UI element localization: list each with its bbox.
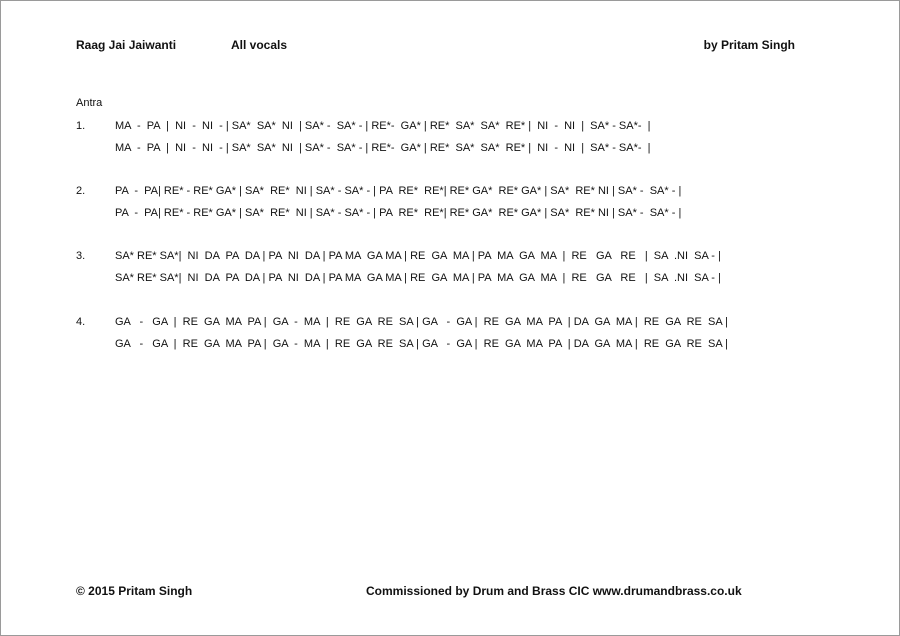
- notation-line: MA - PA | NI - NI - | SA* SA* NI | SA* - SA* - | RE*- GA* | RE* SA* SA* RE* | NI - NI | SA* - SA*- |: [115, 120, 651, 132]
- notation-line: PA - PA| RE* - RE* GA* | SA* RE* NI | SA* - SA* - | PA RE* RE*| RE* GA* RE* GA* | SA* RE* NI | SA* - SA* - |: [115, 185, 682, 197]
- verse-number: 1.: [76, 120, 86, 132]
- footer-commission: Commissioned by Drum and Brass CIC www.drumandbrass.co.uk: [366, 584, 742, 598]
- notation-line: SA* RE* SA*| NI DA PA DA | PA NI DA | PA MA GA MA | RE GA MA | PA MA GA MA | RE GA RE | SA .NI SA - |: [115, 250, 721, 262]
- notation-line: SA* RE* SA*| NI DA PA DA | PA NI DA | PA MA GA MA | RE GA MA | PA MA GA MA | RE GA RE | SA .NI SA - |: [115, 272, 721, 284]
- document-title: Raag Jai Jaiwanti: [76, 38, 177, 52]
- document-subtitle: All vocals: [231, 38, 288, 52]
- notation-line: MA - PA | NI - NI - | SA* SA* NI | SA* - SA* - | RE*- GA* | RE* SA* SA* RE* | NI - NI | SA* - SA*- |: [115, 142, 651, 154]
- document-author: by Pritam Singh: [703, 38, 795, 52]
- verse-number: 3.: [76, 250, 86, 262]
- verse-number: 4.: [76, 316, 86, 328]
- notation-line: GA - GA | RE GA MA PA | GA - MA | RE GA RE SA | GA - GA | RE GA MA PA | DA GA MA | RE GA RE SA |: [115, 338, 728, 350]
- notation-line: GA - GA | RE GA MA PA | GA - MA | RE GA RE SA | GA - GA | RE GA MA PA | DA GA MA | RE GA RE SA |: [115, 316, 728, 328]
- verse-number: 2.: [76, 185, 86, 197]
- section-label: Antra: [76, 97, 103, 109]
- notation-line: PA - PA| RE* - RE* GA* | SA* RE* NI | SA* - SA* - | PA RE* RE*| RE* GA* RE* GA* | SA* RE* NI | SA* - SA* - |: [115, 207, 682, 219]
- footer-copyright: © 2015 Pritam Singh: [76, 584, 193, 598]
